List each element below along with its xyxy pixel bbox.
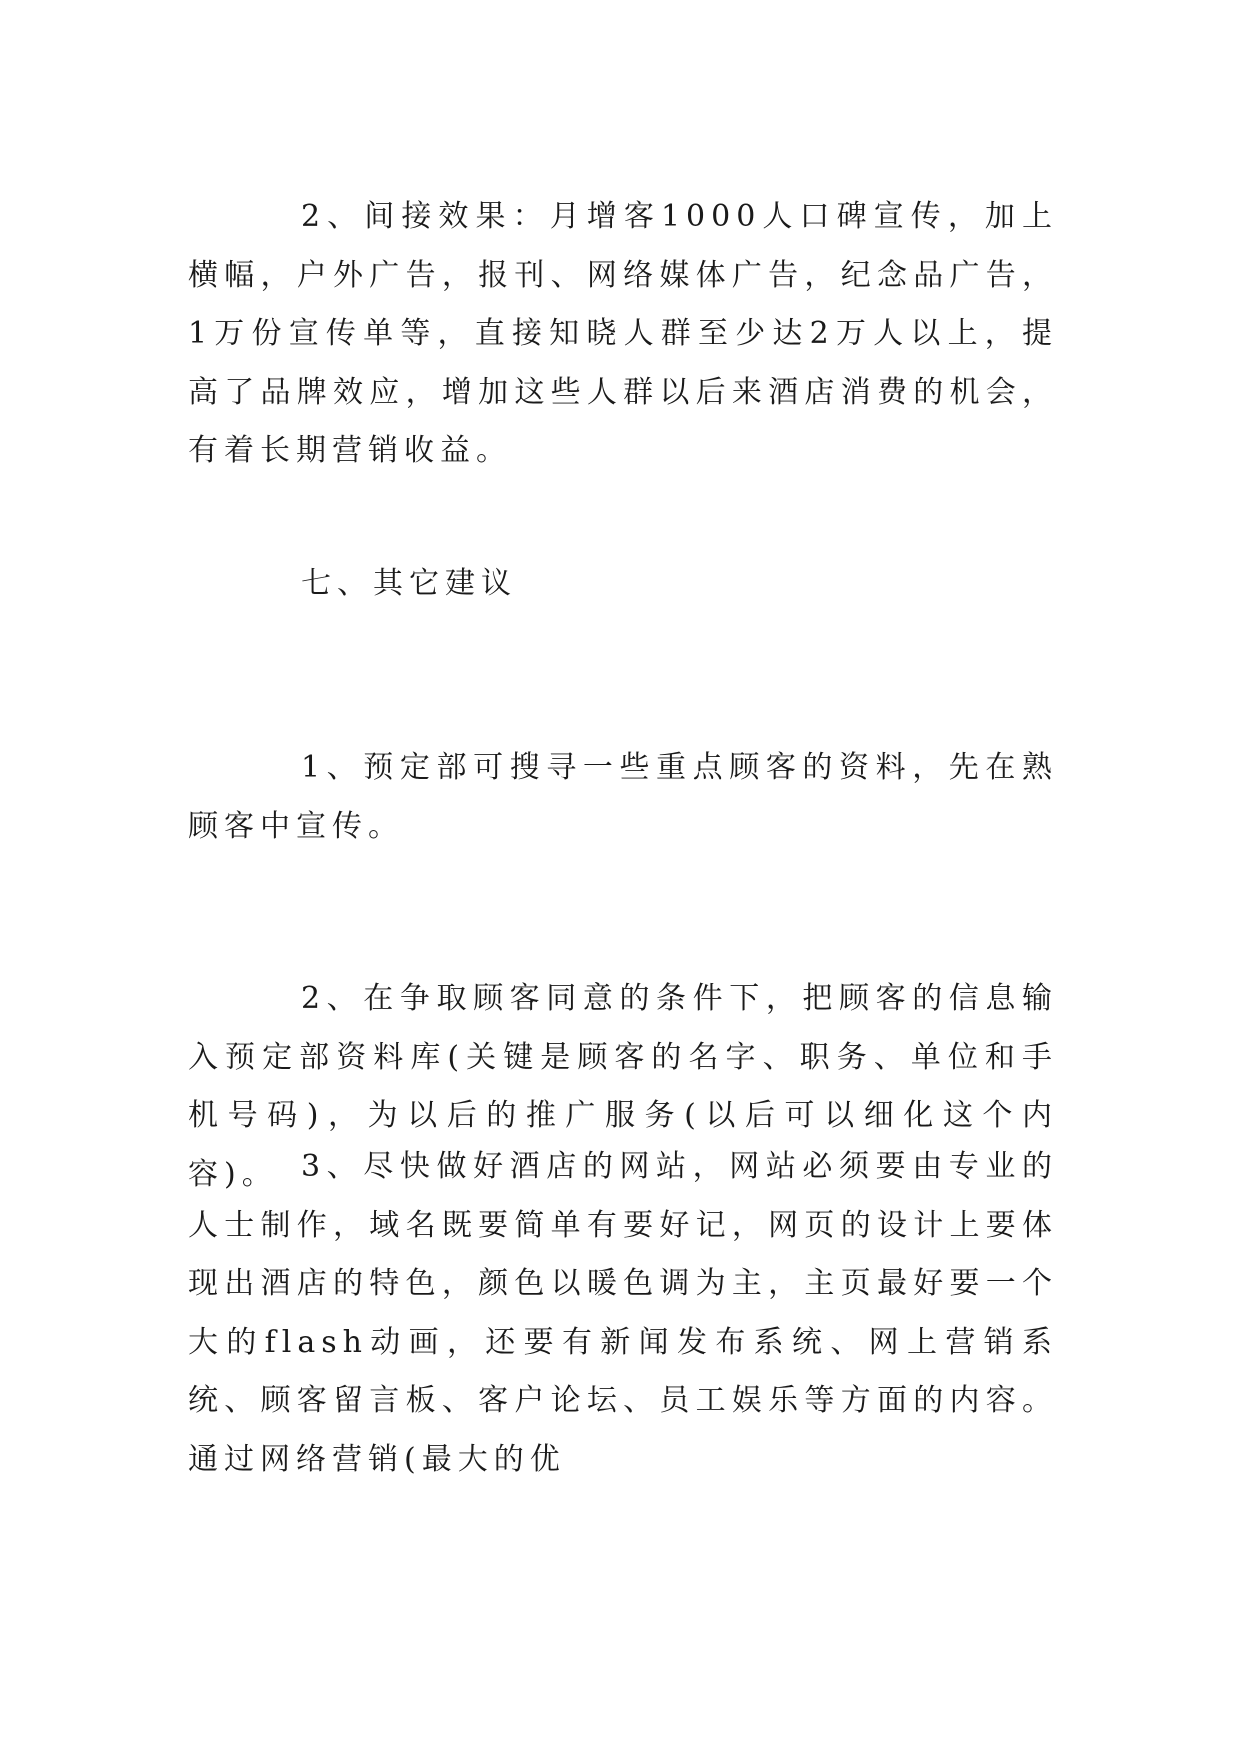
paragraph-suggestion-1: 1、预定部可搜寻一些重点顾客的资料，先在熟顾客中宣传。 [188,750,1058,844]
section-heading-other-suggestions: 七、其它建议 [301,566,517,601]
paragraph-suggestion-2: 2、在争取顾客同意的条件下，把顾客的信息输入预定部资料库(关键是顾客的名字、职务、单位和手机号码)，为以后的推广服务(以后可以细化这个内容)。 [188,981,1058,1192]
paragraph-suggestion-3: 3、尽快做好酒店的网站，网站必须要由专业的人士制作，域名既要简单有要好记，网页的设计上要体现出酒店的特色，颜色以暖色调为主，主页最好要一个大的flash动画，还要有新闻发布系统、网上营销系统、顾客留言板、客户论坛、员工娱乐等方面的内容。通过网络营销(最大的优 [188,1149,1058,1477]
paragraph-indirect-effect: 2、间接效果：月增客1000人口碑宣传，加上横幅，户外广告，报刊、网络媒体广告，纪念品广告，1万份宣传单等，直接知晓人群至少达2万人以上，提高了品牌效应，增加这些人群以后来酒店消费的机会，有着长期营销收益。 [188,199,1058,468]
